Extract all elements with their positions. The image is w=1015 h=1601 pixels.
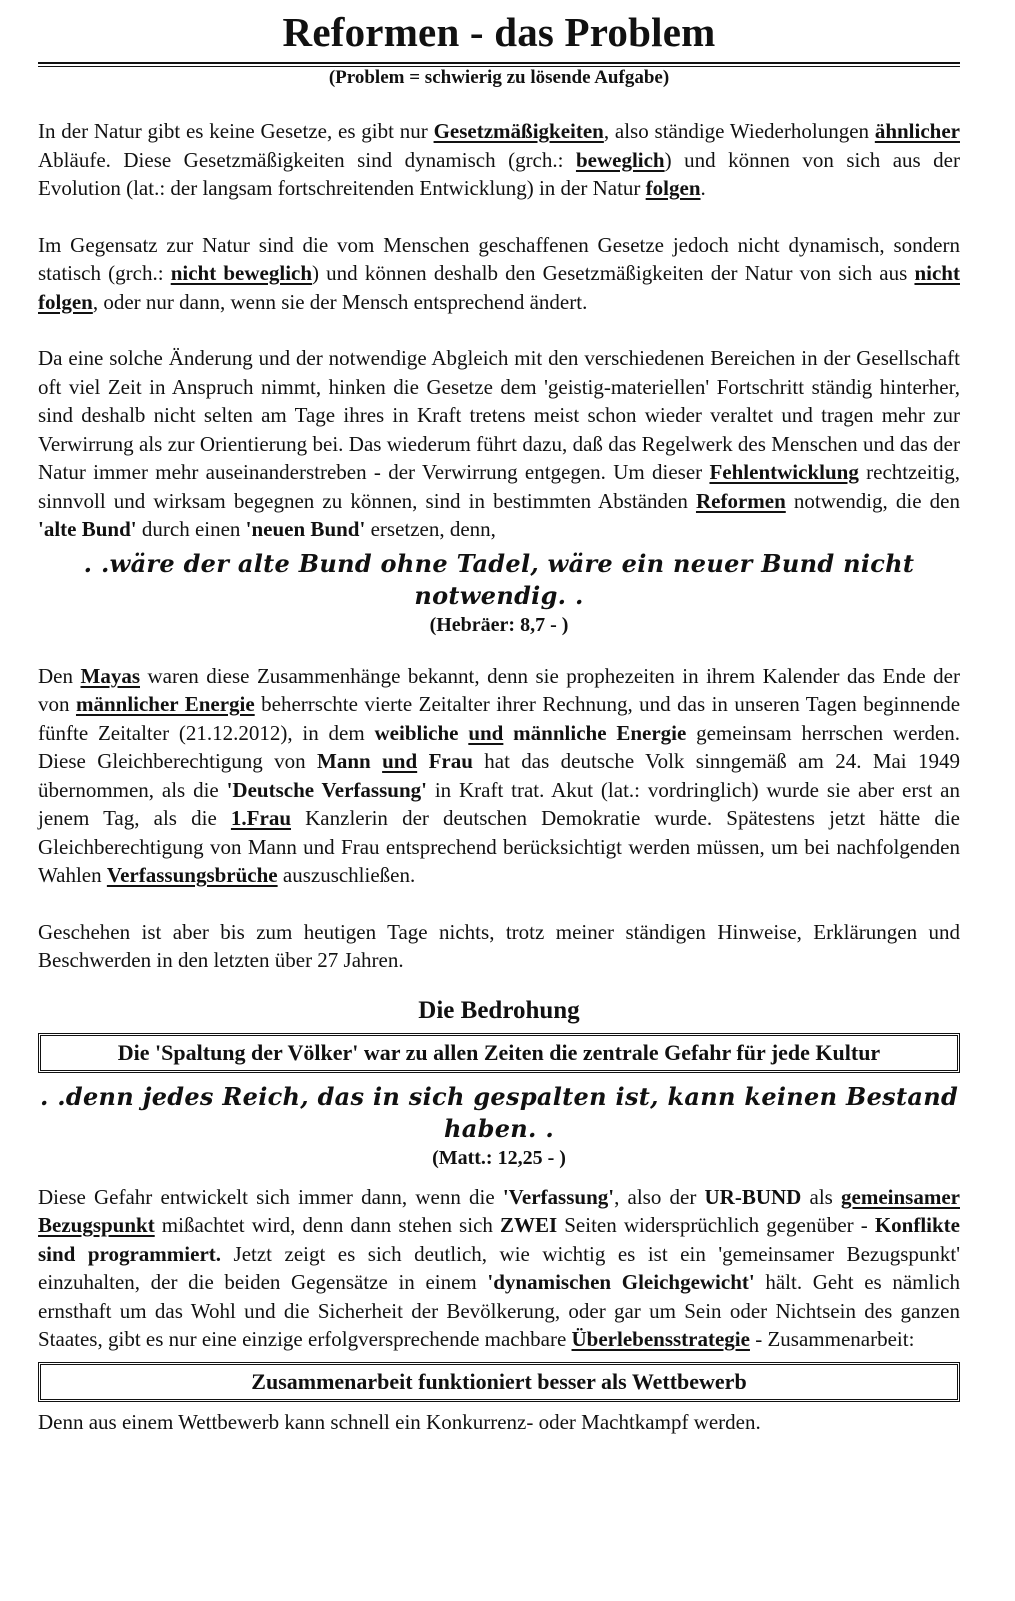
text: gemeinsam herrschen werden. Diese Gleichberechtigung von [38,720,961,773]
quote-matthaeus: . .denn jedes Reich, das in sich gespalten ist, kann keinen Bestand haben. . [39,1081,959,1143]
bold-term: Mann [317,749,371,773]
document-page [38,8,960,1436]
bold-term: 'Verfassung' [502,1184,615,1209]
text [503,721,513,745]
bold-term: 'Deutsche Verfassung' [226,777,427,802]
paragraph-gegensatz [38,231,960,317]
underlined-term: Verfassungsbrüche [106,863,278,887]
underlined-term: nicht folgen [38,261,960,314]
paragraph-mayas [38,662,960,890]
page-title: Reformen - das Problem [282,9,716,55]
text: hat das deutsche Volk sinngemäß am 24. Mai 1949 übernommen, als die [38,749,961,802]
text: Den [38,663,81,688]
underlined-term: männlicher Energie [75,692,255,716]
paragraph-natur [38,117,960,203]
bold-term: 'alte Bund' [38,517,137,541]
text [417,749,428,773]
bold-term: ZWEI [499,1213,558,1237]
bold-term: männliche Energie [513,720,687,745]
paragraph-geschehen: Geschehen ist aber bis zum heutigen Tage nichts, trotz meiner ständigen Hinweise, Erklärungen und Beschwerden in den letzten über 27 Jahren. [38,919,960,972]
text: , also der [614,1184,705,1209]
underlined-term: folgen [645,176,701,200]
text: in Kraft trat. Akut (lat.: vordringlich) wurde sie aber erst an jenem Tag, als die [38,777,960,830]
underlined-term: 1.Frau [230,806,291,830]
underlined-term: Mayas [80,663,140,688]
quote-hebraeer: . .wäre der alte Bund ohne Tadel, wäre ein neuer Bund nicht notwendig. . [83,548,915,610]
text: waren diese Zusammenhänge bekannt, denn sie prophezeiten in ihrem Kalender das Ende der von [38,663,960,716]
text: Seiten widersprüchlich gegenüber - [557,1213,875,1237]
text: Jetzt zeigt es sich deutlich, wie wichtig es ist ein 'gemeinsamer Bezugspunkt' einzuhalten, der die beiden Gegensätze in einem [38,1241,960,1294]
text: rechtzeitig, sinnvoll und wirksam begegnen zu können, sind in bestimmten Abständen [38,460,960,513]
paragraph-aenderung [38,344,960,544]
bold-term: weibliche [374,720,459,745]
underlined-term: gemeinsamer Bezugspunkt [38,1184,960,1237]
underlined-term: Überlebensstrategie [571,1327,750,1351]
text: Diese Gefahr entwickelt sich immer dann, wenn die [38,1184,503,1209]
text: Kanzlerin der deutschen Demokratie wurde. Spätestens jetzt hätte die Gleichberechtigung von Mann und Frau entsprechend berücksichtigt werden müssen, um bei nachfolgenden Wahlen [38,806,960,887]
subtitle: (Problem = schwierig zu lösende Aufgabe) [328,67,670,88]
text: beherrschte vierte Zeitalter ihrer Rechnung, und das in unseren Tagen beginnende fünfte Zeitalter (21.12.2012), in dem [38,692,961,745]
text: Da eine solche Änderung und der notwendige Abgleich mit den verschiedenen Bereichen in der Gesellschaft oft viel Zeit in Anspruch nimmt, hinken die Gesetze dem 'geistig-materiellen' Fortschritt ständig hinterher, sind deshalb nicht selten am Tage ihres in Kraft tretens meist schon wieder veraltet und tragen mehr zur Verwirrung als zur Orientierung bei. Das wiederum führt dazu, daß das Regelwerk des Menschen und das der Natur immer mehr auseinanderstreben - der Verwirrung entgegen. Um dieser [38,346,960,484]
paragraph-gefahr [38,1183,960,1354]
text: notwendig, die den [785,488,960,513]
text: mißachtet wird, denn dann stehen sich [154,1213,500,1237]
bold-term: Konflikte sind programmiert. [38,1213,960,1266]
paragraph-wettbewerb: Denn aus einem Wettbewerb kann schnell ein Konkurrenz- oder Machtkampf werden. [38,1409,761,1434]
text: - Zusammenarbeit: [749,1327,915,1351]
text: Abläufe. Diese Gesetzmäßigkeiten sind dynamisch (grch.: [38,147,576,172]
underlined-term: und [468,720,504,745]
bold-term: 'neuen Bund' [245,517,366,541]
underlined-term: Gesetzmäßigkeiten [433,119,604,143]
quote-reference: (Matt.: 12,25 - ) [432,1146,566,1169]
text: hält. Geht es nämlich ernsthaft um das Wohl und die Sicherheit der Bevölkerung, oder gar um Sein oder Nichtsein des ganzen Staates, gibt es nur eine einzige erfolgversprechende machbare [38,1270,960,1351]
text [371,749,382,773]
text: , oder nur dann, wenn sie der Mensch entsprechend ändert. [92,289,588,314]
text: , also ständige Wiederholungen [603,119,875,143]
text [459,721,469,745]
text: auszuschließen. [277,863,416,887]
text: . [700,176,706,200]
underlined-term: beweglich [575,147,665,172]
bold-term: UR-BUND [704,1184,802,1209]
text: durch einen [136,517,246,541]
quote-reference: (Hebräer: 8,7 - ) [429,613,569,636]
boxed-statement-spaltung: Die 'Spaltung der Völker' war zu allen Zeiten die zentrale Gefahr für jede Kultur [38,1033,960,1073]
text: ) und können deshalb den Gesetzmäßigkeiten der Natur von sich aus [312,261,915,285]
bold-term: 'dynamischen Gleichgewicht' [487,1270,755,1294]
boxed-statement-zusammenarbeit: Zusammenarbeit funktioniert besser als Wettbewerb [38,1362,960,1402]
underlined-term: Reformen [695,488,786,513]
text: ersetzen, denn, [365,517,496,541]
bold-term: Frau [428,749,473,773]
text: als [801,1184,842,1209]
text: ) und können von sich aus der Evolution (lat.: der langsam fortschreitenden Entwicklung) in der Natur [38,147,960,200]
underlined-term: Fehlentwicklung [709,460,859,484]
underlined-term: nicht beweglich [170,261,313,285]
underlined-term: und [382,749,418,773]
underlined-term: ähnlicher [874,119,960,143]
text: In der Natur gibt es keine Gesetze, es gibt nur [38,119,434,143]
section-title: Die Bedrohung [418,996,580,1024]
text: Im Gegensatz zur Natur sind die vom Menschen geschaffenen Gesetze jedoch nicht dynamisch, sondern statisch (grch.: [38,232,960,285]
